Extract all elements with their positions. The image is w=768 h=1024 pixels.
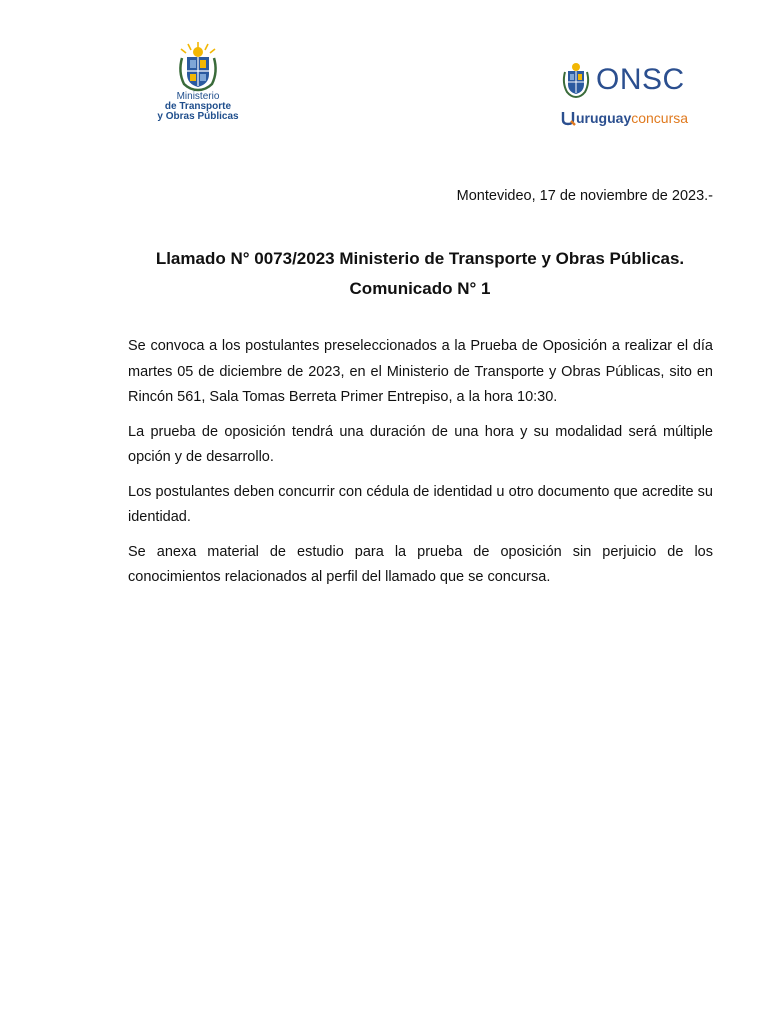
document-body <box>128 334 713 600</box>
uruguayconcursa-wordmark <box>560 110 710 126</box>
document-title <box>0 244 768 304</box>
paragraph-4: Se anexa material de estudio para la prueba de oposición sin perjuicio de los conocimientos relacionados al perfil del llamado que se concursa. <box>128 543 713 585</box>
document-date: Montevideo, 17 de noviembre de 2023.- <box>456 188 713 204</box>
onsc-logo <box>560 58 710 126</box>
paragraph-2: La prueba de oposición tendrá una duración de una hora y su modalidad será múltiple opción y de desarrollo. <box>128 423 713 465</box>
ministry-name-line3: y Obras Públicas <box>157 111 239 122</box>
onsc-wordmark: ONSC <box>596 63 685 96</box>
ministry-logo <box>148 40 248 122</box>
title-line-2: Comunicado N° 1 <box>349 279 491 298</box>
concursa-text: concursa <box>631 110 689 126</box>
paragraph-3: Los postulantes deben concurrir con cédula de identidad u otro documento que acredite su identidad. <box>128 483 713 525</box>
uruguayconcursa-u-icon <box>560 110 576 126</box>
ministry-name-line1: Ministerio <box>176 91 220 102</box>
onsc-brand <box>560 58 710 102</box>
uruguay-coat-of-arms-small-icon <box>560 61 592 99</box>
uruguay-coat-of-arms-icon <box>174 40 222 92</box>
paragraph-1: Se convoca a los postulantes preseleccionados a la Prueba de Oposición a realizar el día martes 05 de diciembre de 2023, en el Ministerio de Transporte y Obras Públicas, sito en Rincón 561, Sala Tomas Berreta Primer Entrepiso, a la hora 10:30. <box>128 338 713 405</box>
ministry-name-line2: de Transporte <box>164 101 232 112</box>
uruguay-text: uruguay <box>576 110 632 126</box>
letterhead <box>0 0 768 160</box>
title-line-1: Llamado N° 0073/2023 Ministerio de Transporte y Obras Públicas. <box>155 249 685 268</box>
